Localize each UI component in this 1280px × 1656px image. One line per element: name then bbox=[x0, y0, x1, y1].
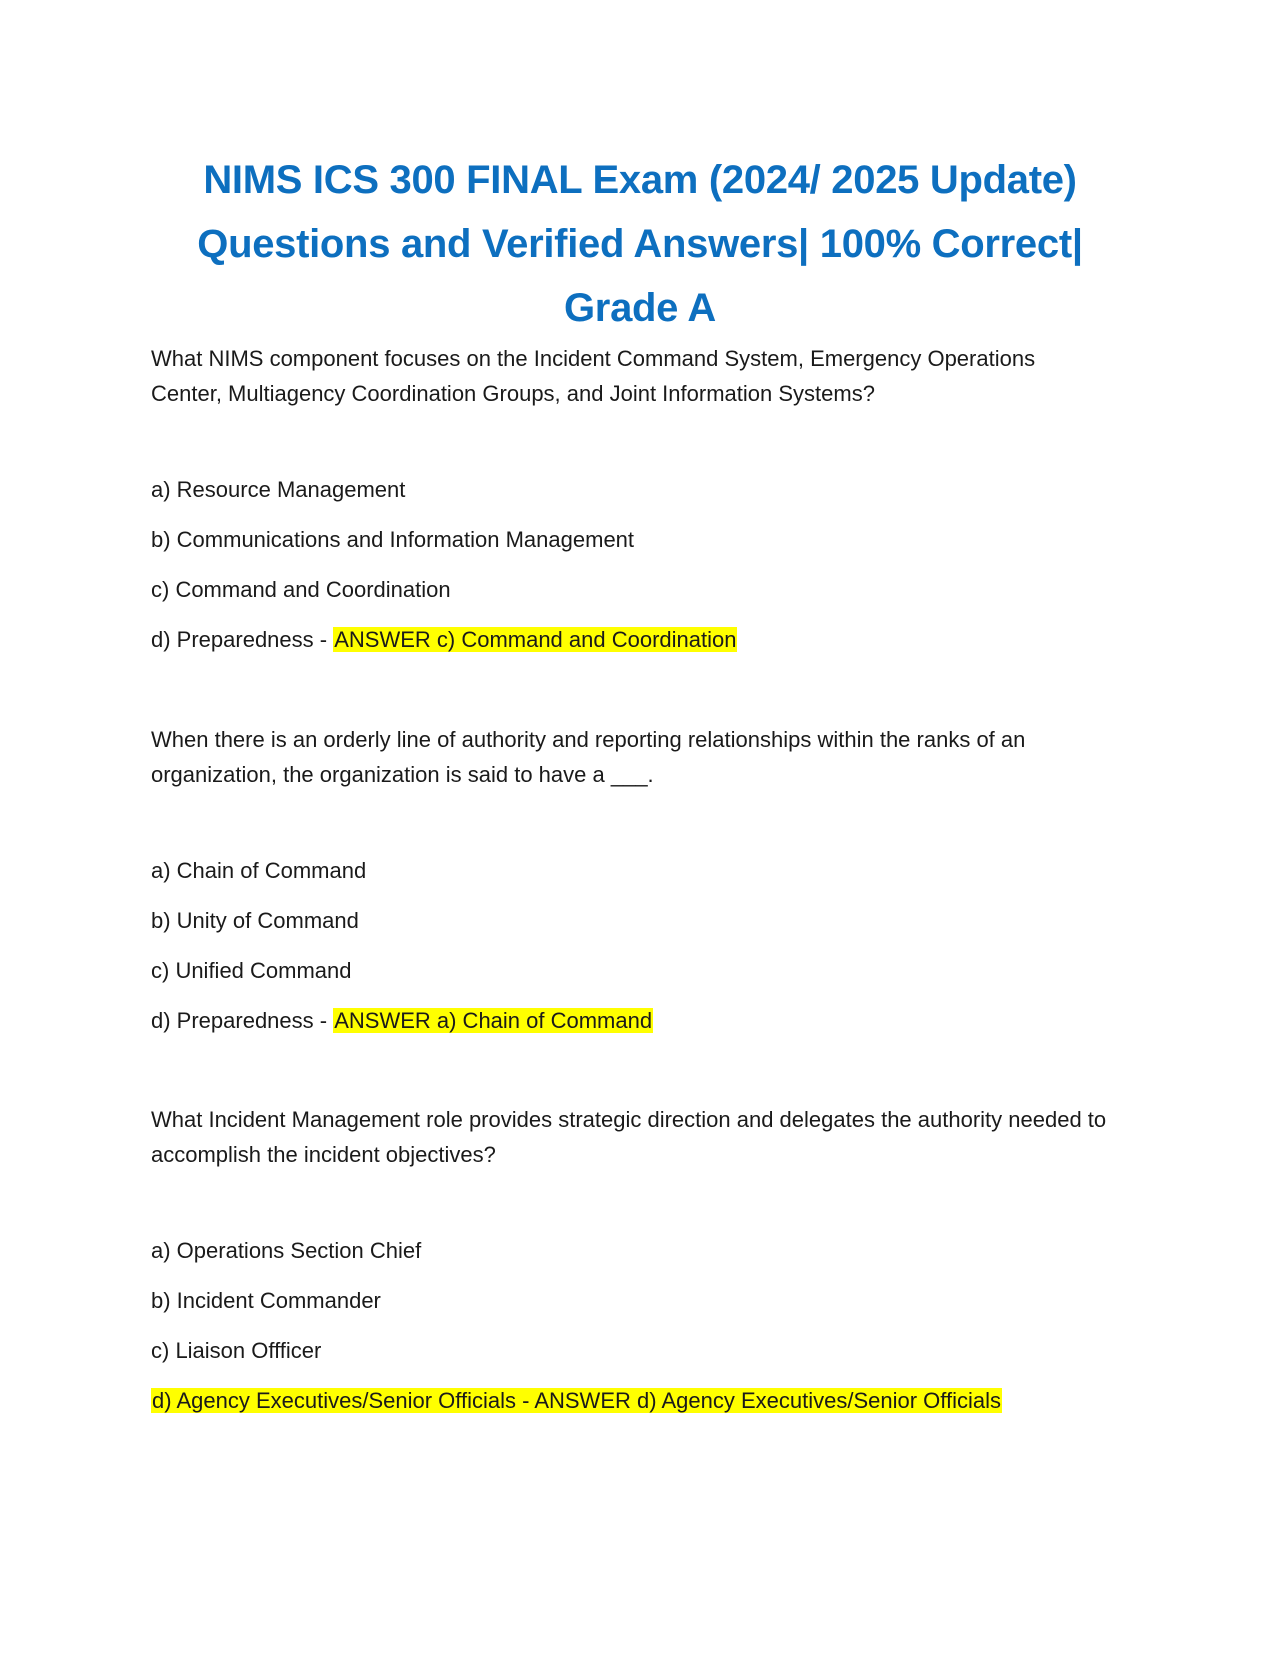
question-2-option-b: b) Unity of Command bbox=[151, 908, 359, 933]
question-3-text: What Incident Management role provides strategic direction and delegates the authority needed to accomplish the incident objectives? bbox=[151, 1107, 1107, 1167]
question-1-option-d bbox=[151, 625, 737, 655]
question-1-answer: ANSWER c) Command and Coordination bbox=[334, 627, 737, 652]
question-3-option-a: a) Operations Section Chief bbox=[151, 1238, 422, 1263]
question-2-answer: ANSWER a) Chain of Command bbox=[334, 1008, 653, 1033]
question-1-option-b: b) Communications and Information Management bbox=[151, 527, 635, 552]
title-line: NIMS ICS 300 FINAL Exam (2024/ 2025 Update) bbox=[203, 158, 1077, 202]
title-line: Questions and Verified Answers| 100% Correct| bbox=[197, 222, 1083, 266]
question-1-option-a: a) Resource Management bbox=[151, 477, 406, 502]
question-2-option-d bbox=[151, 1006, 653, 1036]
question-2-text: When there is an orderly line of authority and reporting relationships within the ranks of an organization, the organization is said to have a ___. bbox=[151, 727, 1026, 787]
question-2-option-a: a) Chain of Command bbox=[151, 858, 367, 883]
document-title bbox=[150, 148, 1130, 340]
question-2-option-c: c) Unified Command bbox=[151, 958, 352, 983]
question-3-answer: d) Agency Executives/Senior Officials - ANSWER d) Agency Executives/Senior Officials bbox=[152, 1388, 1001, 1413]
question-1-option-c: c) Command and Coordination bbox=[151, 577, 451, 602]
option-d-prefix: d) Preparedness - bbox=[151, 1008, 334, 1033]
option-d-prefix: d) Preparedness - bbox=[151, 627, 334, 652]
question-3-option-d bbox=[151, 1386, 1002, 1416]
question-1-text: What NIMS component focuses on the Incident Command System, Emergency Operations Center, Multiagency Coordination Groups, and Joint Information Systems? bbox=[151, 346, 1036, 406]
title-line: Grade A bbox=[563, 286, 717, 330]
question-3-option-c: c) Liaison Offficer bbox=[151, 1338, 322, 1363]
question-3-option-b: b) Incident Commander bbox=[151, 1288, 381, 1313]
